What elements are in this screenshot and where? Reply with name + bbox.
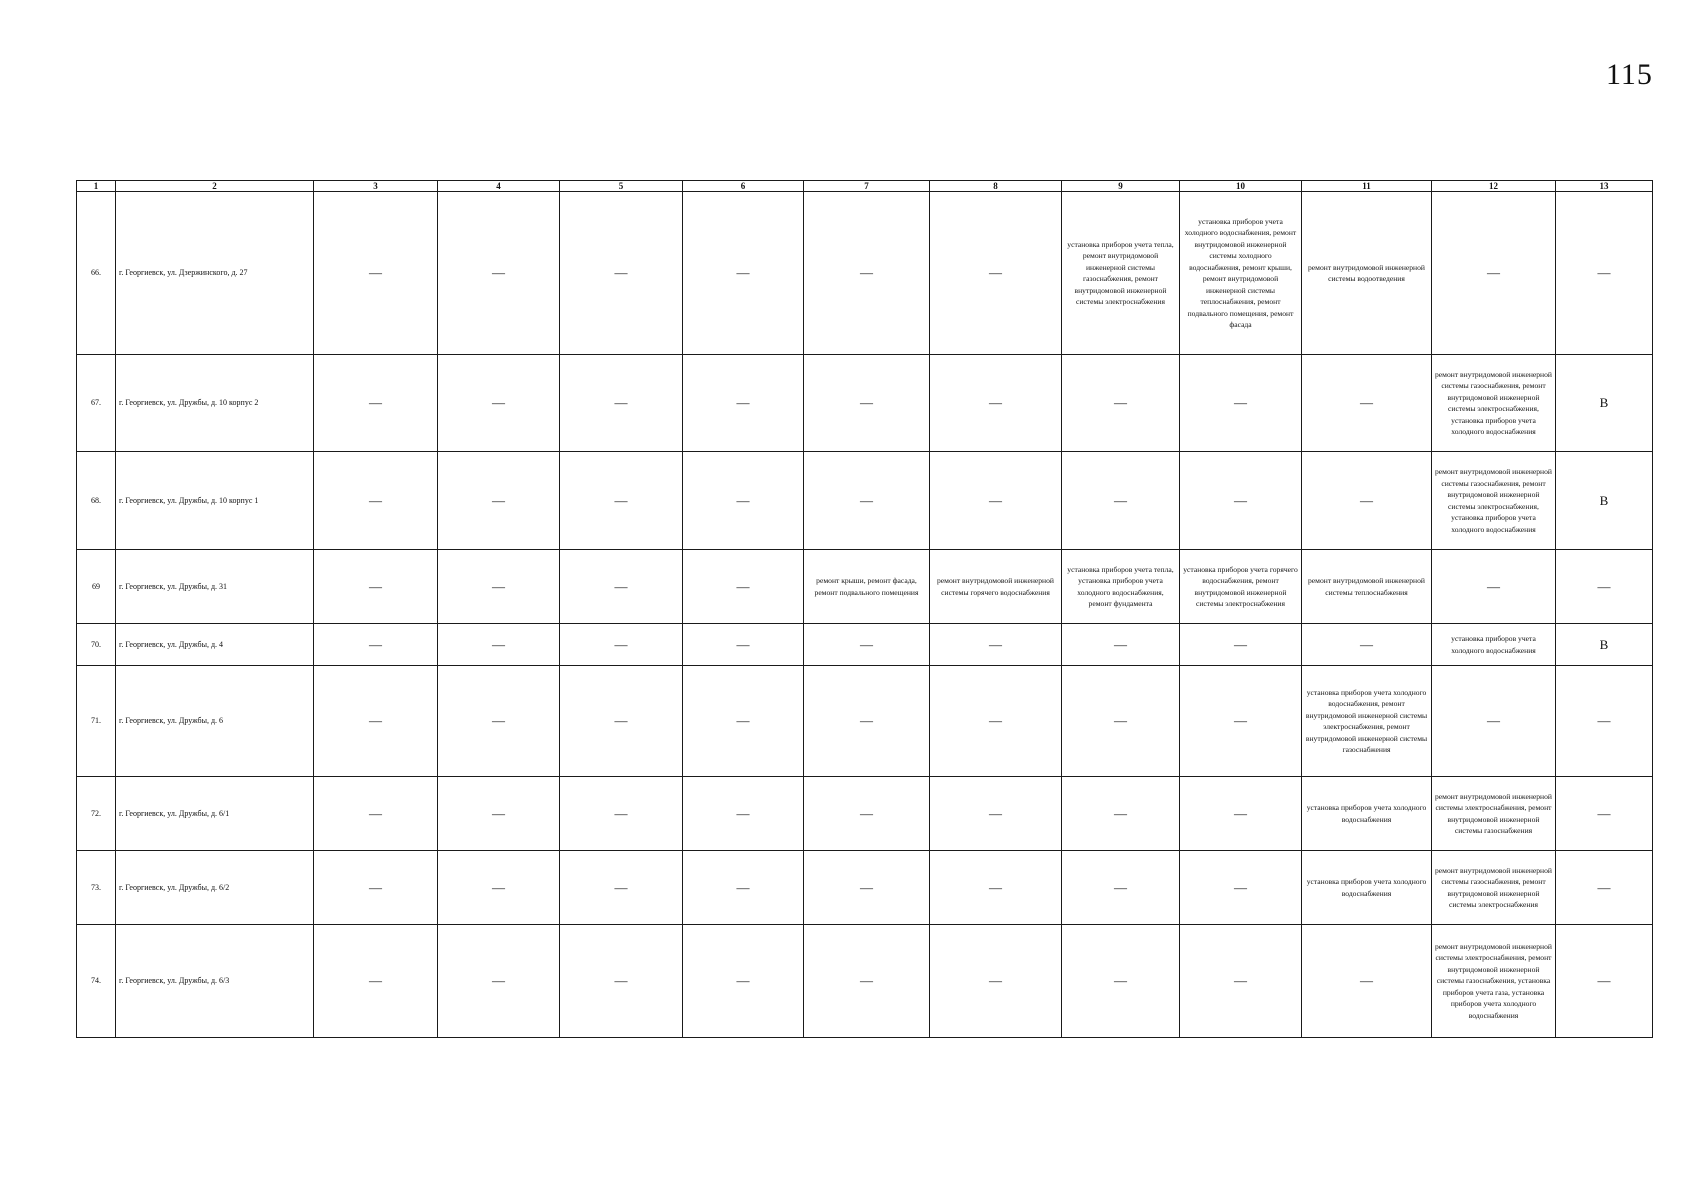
work-cell: установка приборов учета холодного водоснабжения	[1432, 624, 1556, 666]
dash-cell: —	[1062, 624, 1180, 666]
dash-cell: —	[930, 851, 1062, 925]
dash-cell: —	[1432, 550, 1556, 624]
column-header: 4	[438, 181, 560, 192]
column-header: 3	[314, 181, 438, 192]
dash-cell: —	[1180, 452, 1302, 550]
dash-cell: —	[314, 192, 438, 355]
work-cell: установка приборов учета холодного водоснабжения	[1302, 777, 1432, 851]
dash-cell: —	[560, 550, 683, 624]
dash-cell: —	[930, 925, 1062, 1038]
dash-cell: —	[1062, 851, 1180, 925]
column-header: 10	[1180, 181, 1302, 192]
dash-cell: —	[804, 777, 930, 851]
page-number: 115	[1606, 58, 1653, 91]
work-cell: установка приборов учета тепла, установка приборов учета холодного водоснабжения, ремонт фундамента	[1062, 550, 1180, 624]
dash-cell: —	[314, 355, 438, 452]
dash-cell: —	[314, 777, 438, 851]
dash-cell: —	[1180, 666, 1302, 777]
dash-cell: —	[560, 452, 683, 550]
letter-cell: В	[1556, 355, 1653, 452]
address-cell: г. Георгиевск, ул. Дзержинского, д. 27	[116, 192, 314, 355]
dash-cell: —	[1432, 666, 1556, 777]
dash-cell: —	[560, 777, 683, 851]
dash-cell: —	[683, 550, 804, 624]
work-cell: ремонт внутридомовой инженерной системы теплоснабжения	[1302, 550, 1432, 624]
work-cell: ремонт внутридомовой инженерной системы электроснабжения, ремонт внутридомовой инженерной системы газоснабжения, установка приборов учета газа, установка приборов учета холодного водоснабжения	[1432, 925, 1556, 1038]
dash-cell: —	[930, 452, 1062, 550]
dash-cell: —	[314, 452, 438, 550]
dash-cell: —	[438, 666, 560, 777]
work-cell: установка приборов учета холодного водоснабжения	[1302, 851, 1432, 925]
dash-cell: —	[438, 851, 560, 925]
letter-cell: В	[1556, 624, 1653, 666]
dash-cell: —	[560, 851, 683, 925]
dash-cell: —	[1062, 452, 1180, 550]
dash-cell: —	[930, 624, 1062, 666]
table-row	[77, 192, 1653, 355]
dash-cell: —	[1556, 925, 1653, 1038]
dash-cell: —	[930, 777, 1062, 851]
letter-cell: В	[1556, 452, 1653, 550]
dash-cell: —	[683, 777, 804, 851]
dash-cell: —	[314, 851, 438, 925]
dash-cell: —	[438, 550, 560, 624]
address-cell: г. Георгиевск, ул. Дружбы, д. 6/1	[116, 777, 314, 851]
address-cell: г. Георгиевск, ул. Дружбы, д. 10 корпус 2	[116, 355, 314, 452]
work-cell: установка приборов учета горячего водоснабжения, ремонт внутридомовой инженерной системы электроснабжения	[1180, 550, 1302, 624]
work-cell: установка приборов учета холодного водоснабжения, ремонт внутридомовой инженерной системы электроснабжения, ремонт внутридомовой инженерной системы газоснабжения	[1302, 666, 1432, 777]
work-cell: ремонт внутридомовой инженерной системы водоотведения	[1302, 192, 1432, 355]
dash-cell: —	[804, 192, 930, 355]
dash-cell: —	[1062, 666, 1180, 777]
dash-cell: —	[314, 925, 438, 1038]
row-number: 74.	[77, 925, 116, 1038]
dash-cell: —	[1180, 851, 1302, 925]
dash-cell: —	[804, 666, 930, 777]
work-cell: ремонт внутридомовой инженерной системы горячего водоснабжения	[930, 550, 1062, 624]
dash-cell: —	[438, 192, 560, 355]
row-number: 69	[77, 550, 116, 624]
column-header: 13	[1556, 181, 1653, 192]
column-number-row	[77, 181, 1653, 192]
address-cell: г. Георгиевск, ул. Дружбы, д. 6	[116, 666, 314, 777]
dash-cell: —	[1062, 777, 1180, 851]
dash-cell: —	[1180, 925, 1302, 1038]
dash-cell: —	[683, 851, 804, 925]
dash-cell: —	[1180, 355, 1302, 452]
dash-cell: —	[1180, 624, 1302, 666]
dash-cell: —	[438, 925, 560, 1038]
row-number: 67.	[77, 355, 116, 452]
address-cell: г. Георгиевск, ул. Дружбы, д. 4	[116, 624, 314, 666]
column-header: 12	[1432, 181, 1556, 192]
dash-cell: —	[683, 452, 804, 550]
row-number: 73.	[77, 851, 116, 925]
table-row	[77, 452, 1653, 550]
work-cell: установка приборов учета тепла, ремонт внутридомовой инженерной системы газоснабжения, ремонт внутридомовой инженерной системы электроснабжения	[1062, 192, 1180, 355]
table-row	[77, 666, 1653, 777]
row-number: 68.	[77, 452, 116, 550]
dash-cell: —	[683, 925, 804, 1038]
dash-cell: —	[1556, 192, 1653, 355]
dash-cell: —	[314, 666, 438, 777]
dash-cell: —	[1556, 777, 1653, 851]
dash-cell: —	[1556, 666, 1653, 777]
table-row	[77, 851, 1653, 925]
column-header: 1	[77, 181, 116, 192]
column-header: 8	[930, 181, 1062, 192]
dash-cell: —	[1556, 550, 1653, 624]
dash-cell: —	[804, 452, 930, 550]
dash-cell: —	[1062, 355, 1180, 452]
dash-cell: —	[930, 666, 1062, 777]
dash-cell: —	[930, 192, 1062, 355]
dash-cell: —	[438, 624, 560, 666]
dash-cell: —	[804, 355, 930, 452]
work-cell: установка приборов учета холодного водоснабжения, ремонт внутридомовой инженерной системы холодного водоснабжения, ремонт крыши, ремонт внутридомовой инженерной системы теплоснабжения, ремонт подвального помещения, ремонт фасада	[1180, 192, 1302, 355]
address-cell: г. Георгиевск, ул. Дружбы, д. 31	[116, 550, 314, 624]
column-header: 2	[116, 181, 314, 192]
dash-cell: —	[438, 452, 560, 550]
work-cell: ремонт крыши, ремонт фасада, ремонт подвального помещения	[804, 550, 930, 624]
dash-cell: —	[804, 851, 930, 925]
dash-cell: —	[1302, 355, 1432, 452]
table-row	[77, 925, 1653, 1038]
row-number: 66.	[77, 192, 116, 355]
dash-cell: —	[683, 355, 804, 452]
register-table	[76, 180, 1653, 1038]
column-header: 6	[683, 181, 804, 192]
dash-cell: —	[438, 777, 560, 851]
dash-cell: —	[314, 624, 438, 666]
work-cell: ремонт внутридомовой инженерной системы газоснабжения, ремонт внутридомовой инженерной системы электроснабжения	[1432, 851, 1556, 925]
column-header: 11	[1302, 181, 1432, 192]
address-cell: г. Георгиевск, ул. Дружбы, д. 6/2	[116, 851, 314, 925]
table-row	[77, 550, 1653, 624]
dash-cell: —	[560, 355, 683, 452]
table-row	[77, 624, 1653, 666]
address-cell: г. Георгиевск, ул. Дружбы, д. 6/3	[116, 925, 314, 1038]
dash-cell: —	[930, 355, 1062, 452]
column-header: 9	[1062, 181, 1180, 192]
dash-cell: —	[560, 666, 683, 777]
row-number: 72.	[77, 777, 116, 851]
table-row	[77, 355, 1653, 452]
dash-cell: —	[683, 666, 804, 777]
dash-cell: —	[438, 355, 560, 452]
work-cell: ремонт внутридомовой инженерной системы электроснабжения, ремонт внутридомовой инженерной системы газоснабжения	[1432, 777, 1556, 851]
dash-cell: —	[314, 550, 438, 624]
dash-cell: —	[1302, 624, 1432, 666]
dash-cell: —	[1180, 777, 1302, 851]
table-row	[77, 777, 1653, 851]
column-header: 7	[804, 181, 930, 192]
work-cell: ремонт внутридомовой инженерной системы газоснабжения, ремонт внутридомовой инженерной системы электроснабжения, установка приборов учета холодного водоснабжения	[1432, 452, 1556, 550]
dash-cell: —	[560, 624, 683, 666]
dash-cell: —	[1302, 452, 1432, 550]
dash-cell: —	[1556, 851, 1653, 925]
dash-cell: —	[683, 192, 804, 355]
row-number: 70.	[77, 624, 116, 666]
dash-cell: —	[1302, 925, 1432, 1038]
dash-cell: —	[1432, 192, 1556, 355]
dash-cell: —	[560, 192, 683, 355]
column-header: 5	[560, 181, 683, 192]
dash-cell: —	[1062, 925, 1180, 1038]
dash-cell: —	[560, 925, 683, 1038]
dash-cell: —	[804, 624, 930, 666]
work-cell: ремонт внутридомовой инженерной системы газоснабжения, ремонт внутридомовой инженерной системы электроснабжения, установка приборов учета холодного водоснабжения	[1432, 355, 1556, 452]
address-cell: г. Георгиевск, ул. Дружбы, д. 10 корпус 1	[116, 452, 314, 550]
dash-cell: —	[683, 624, 804, 666]
dash-cell: —	[804, 925, 930, 1038]
row-number: 71.	[77, 666, 116, 777]
